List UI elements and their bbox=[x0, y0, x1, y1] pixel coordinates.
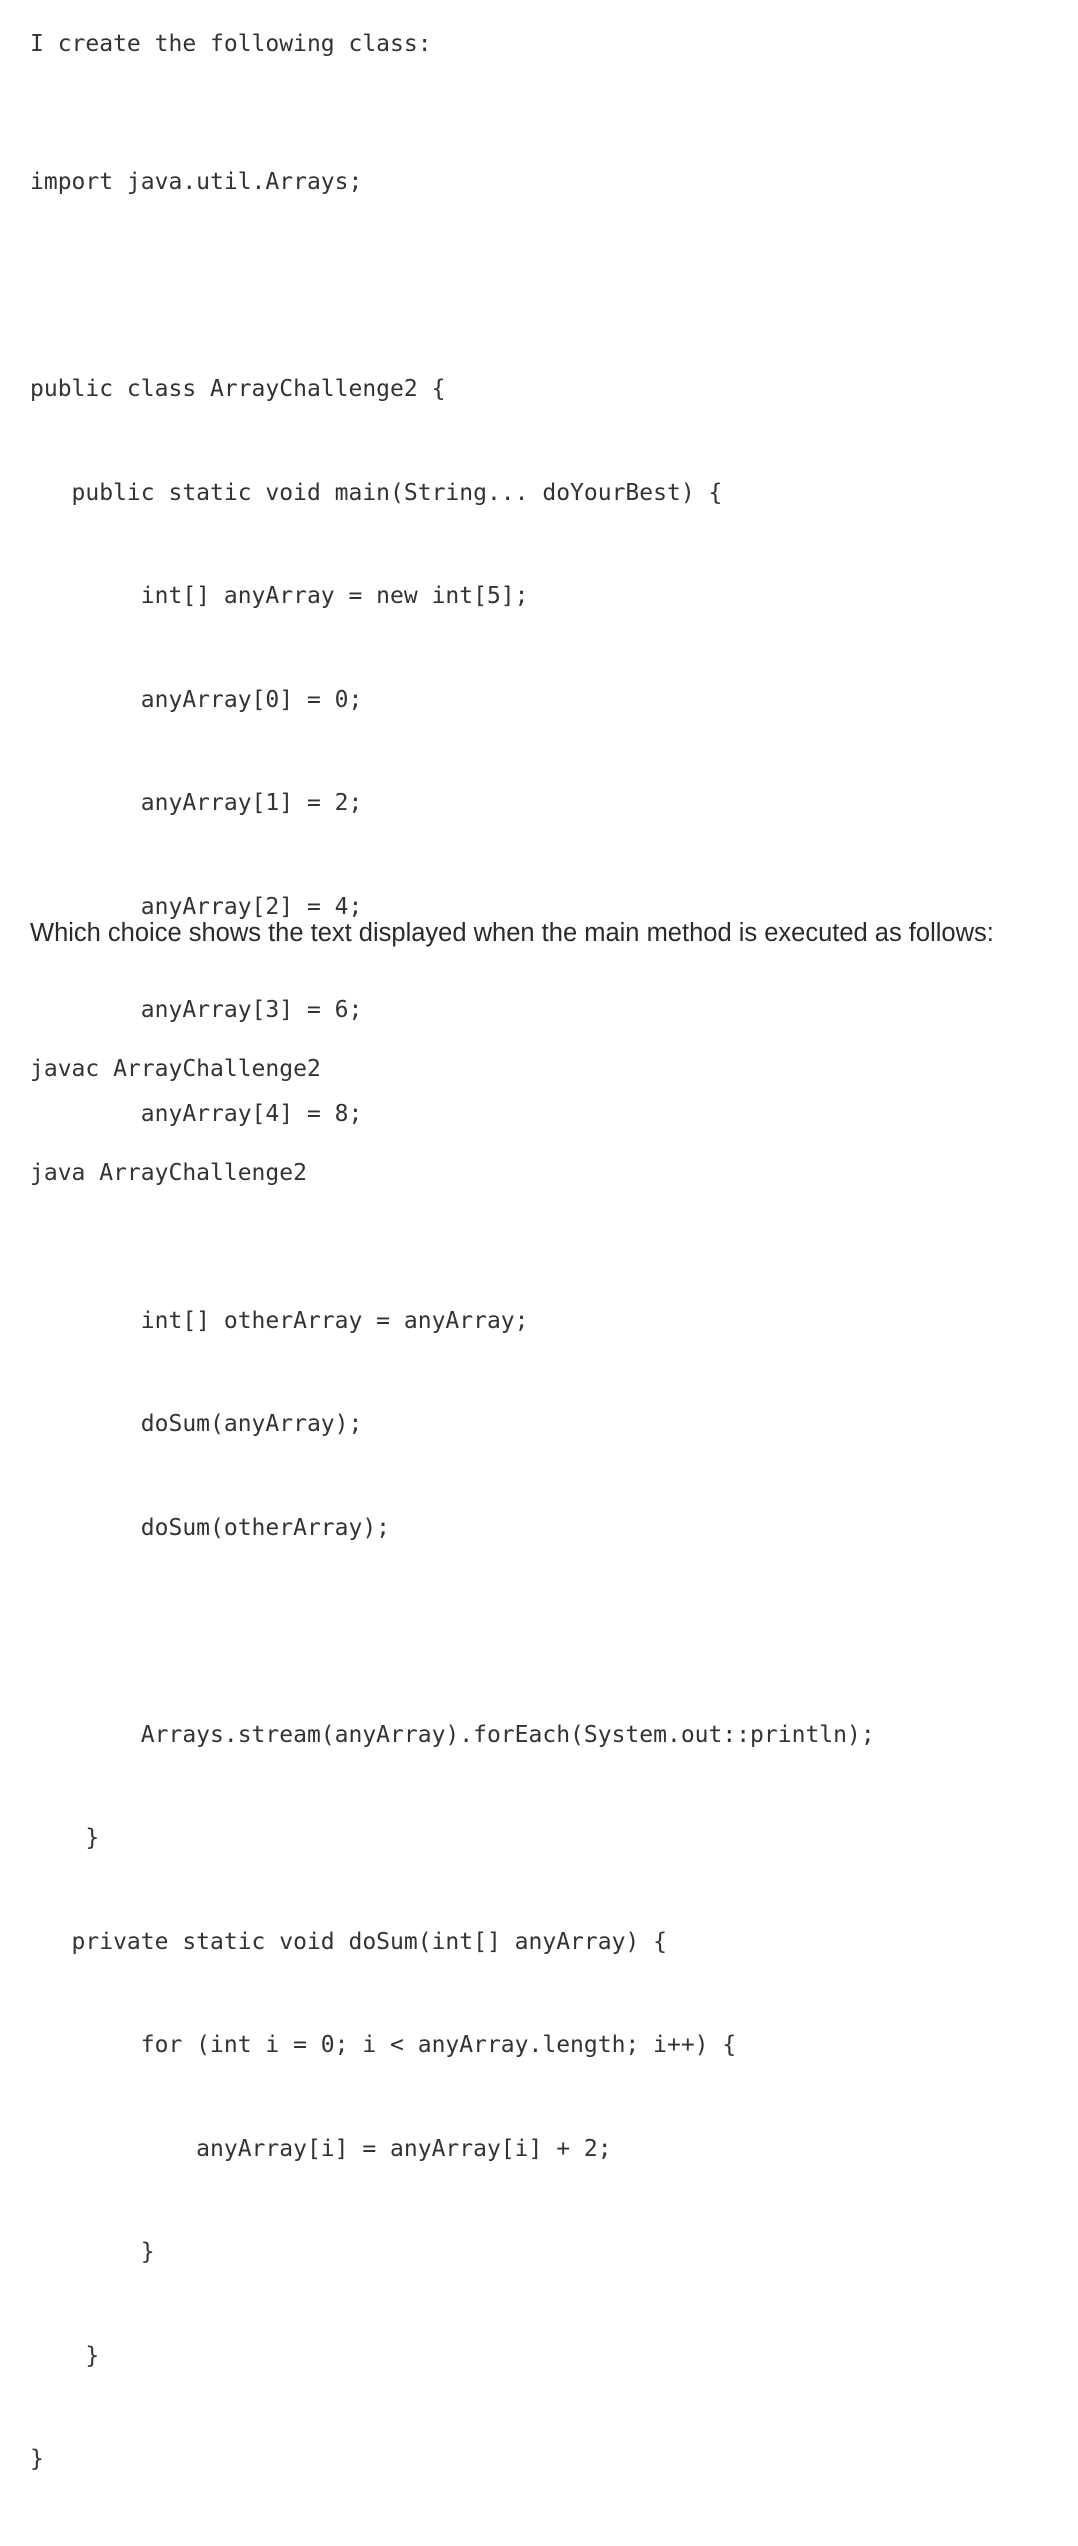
code-line: int[] anyArray = new int[5]; bbox=[30, 583, 529, 609]
code-line: private static void doSum(int[] anyArray) { bbox=[30, 1928, 667, 1955]
command-block bbox=[30, 983, 321, 1259]
code-line: } bbox=[30, 2239, 155, 2265]
code-line: for (int i = 0; i < anyArray.length; i++) { bbox=[30, 2032, 737, 2058]
command-line: java ArrayChallenge2 bbox=[30, 1159, 307, 1186]
code-line: anyArray[i] = anyArray[i] + 2; bbox=[30, 2135, 612, 2162]
code-line: public class ArrayChallenge2 { bbox=[30, 376, 446, 402]
code-line: } bbox=[30, 2342, 100, 2369]
code-line: int[] otherArray = anyArray; bbox=[30, 1307, 529, 1334]
code-line: doSum(otherArray); bbox=[30, 1514, 391, 1541]
code-line: anyArray[4] = 8; bbox=[30, 1100, 363, 1127]
code-line: import java.util.Arrays; bbox=[30, 169, 363, 195]
code-line: Arrays.stream(anyArray).forEach(System.out::println); bbox=[30, 1721, 875, 1748]
code-line: anyArray[3] = 6; bbox=[30, 997, 363, 1023]
code-line: public static void main(String... doYourBest) { bbox=[30, 479, 723, 506]
java-code-block bbox=[30, 96, 875, 2546]
code-line: anyArray[2] = 4; bbox=[30, 893, 363, 920]
command-line: javac ArrayChallenge2 bbox=[30, 1056, 321, 1082]
code-line: } bbox=[30, 1825, 100, 1851]
code-line: } bbox=[30, 2446, 44, 2472]
code-line: anyArray[0] = 0; bbox=[30, 686, 363, 713]
code-line: anyArray[1] = 2; bbox=[30, 790, 363, 816]
code-line: doSum(anyArray); bbox=[30, 1411, 363, 1437]
code-line bbox=[30, 269, 875, 304]
intro-text: I create the following class: bbox=[30, 31, 432, 57]
code-line bbox=[30, 1614, 875, 1649]
question-text: Which choice shows the text displayed when the main method is executed as follows: bbox=[30, 919, 994, 947]
